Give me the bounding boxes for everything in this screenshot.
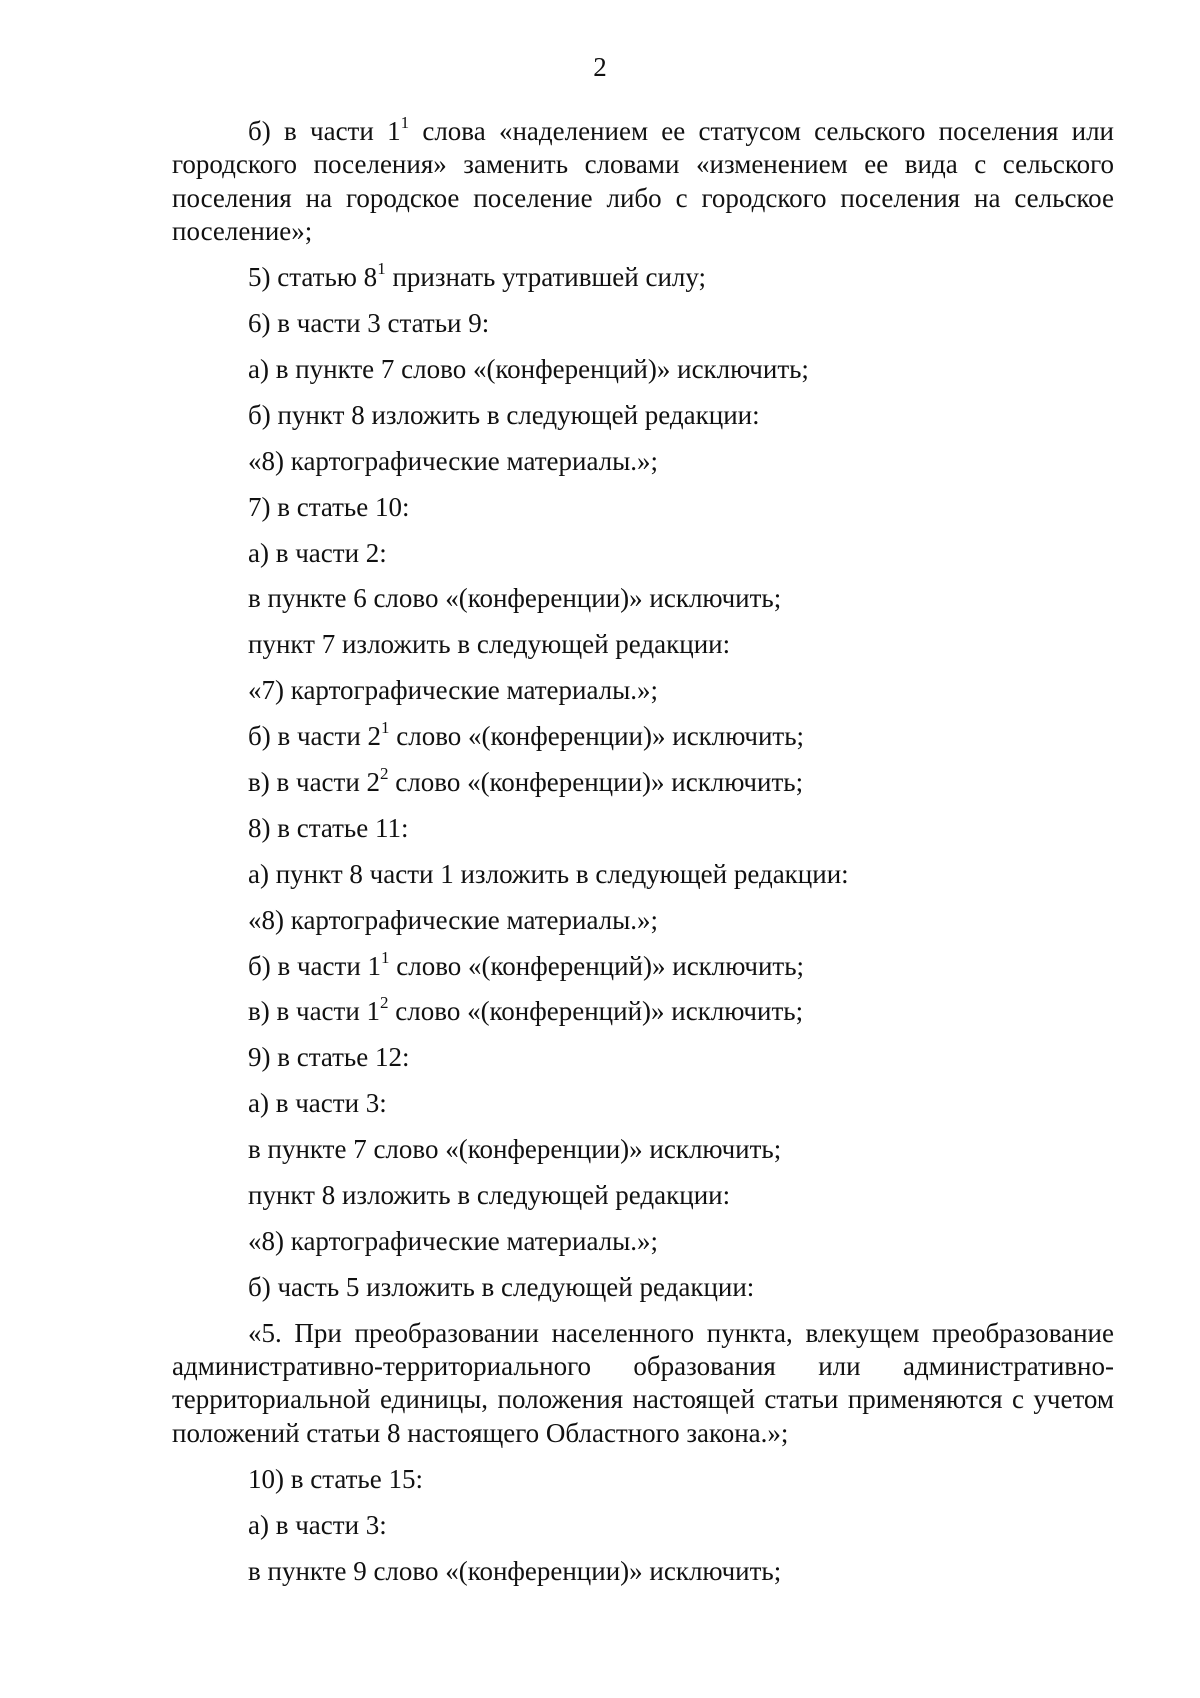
paragraph: в) в части $2^2$ слово «(конференции)» исключить; [248,763,804,797]
paragraph: в пункте 9 слово «(конференции)» исключить; [248,1555,782,1586]
paragraph: а) в пункте 7 слово «(конференций)» исключить; [248,353,809,384]
paragraph: 10) в статье 15: [248,1463,423,1494]
paragraph: а) в части 2: [248,537,387,568]
document-body [172,115,1114,1601]
paragraph: пункт 7 изложить в следующей редакции: [248,629,731,660]
paragraph: б) часть 5 изложить в следующей редакции: [248,1271,755,1302]
paragraph: 9) в статье 12: [248,1042,410,1073]
paragraph: пункт 8 изложить в следующей редакции: [248,1180,731,1210]
paragraph: в пункте 6 слово «(конференции)» исключить; [248,583,782,614]
paragraph: 7) в статье 10: [248,491,410,522]
paragraph: 5) статью $8^1$ признать утратившей силу; [248,259,707,293]
paragraph: «8) картографические материалы.»; [248,904,659,935]
paragraph: «8) картографические материалы.»; [248,445,659,476]
paragraph: в пункте 7 слово «(конференции)» исключить; [248,1134,782,1165]
paragraph: в) в части $1^2$ слово «(конференций)» исключить; [248,993,804,1027]
page-number: 2 [593,52,607,82]
paragraph: а) в части 3: [248,1088,387,1119]
paragraph: б) в части $2^1$ слово «(конференции)» исключить; [248,718,805,752]
paragraph: «8) картографические материалы.»; [248,1225,659,1256]
paragraph: 6) в части 3 статьи 9: [248,308,490,339]
paragraph: 8) в статье 11: [248,812,409,843]
paragraph: б) в части $1^1$ слова «наделением ее статусом сельского поселения или городского поселения» заменить словами «изменением ее вида с сельского поселения на городское поселение либо с городского поселения на сельское поселение»; [172,113,1114,246]
paragraph: «7) картографические материалы.»; [248,675,659,706]
paragraph: а) в части 3: [248,1509,387,1540]
paragraph: б) пункт 8 изложить в следующей редакции: [248,399,760,430]
paragraph: а) пункт 8 части 1 изложить в следующей редакции: [248,858,849,889]
paragraph: б) в части $1^1$ слово «(конференций)» исключить; [248,947,805,981]
paragraph: «5. При преобразовании населенного пункта, влекущем преобразование административно-территориального образования или административно-территориальной единицы, положения настоящей статьи применяются с учетом положений статьи 8 настоящего Областного закона.»; [172,1317,1114,1448]
